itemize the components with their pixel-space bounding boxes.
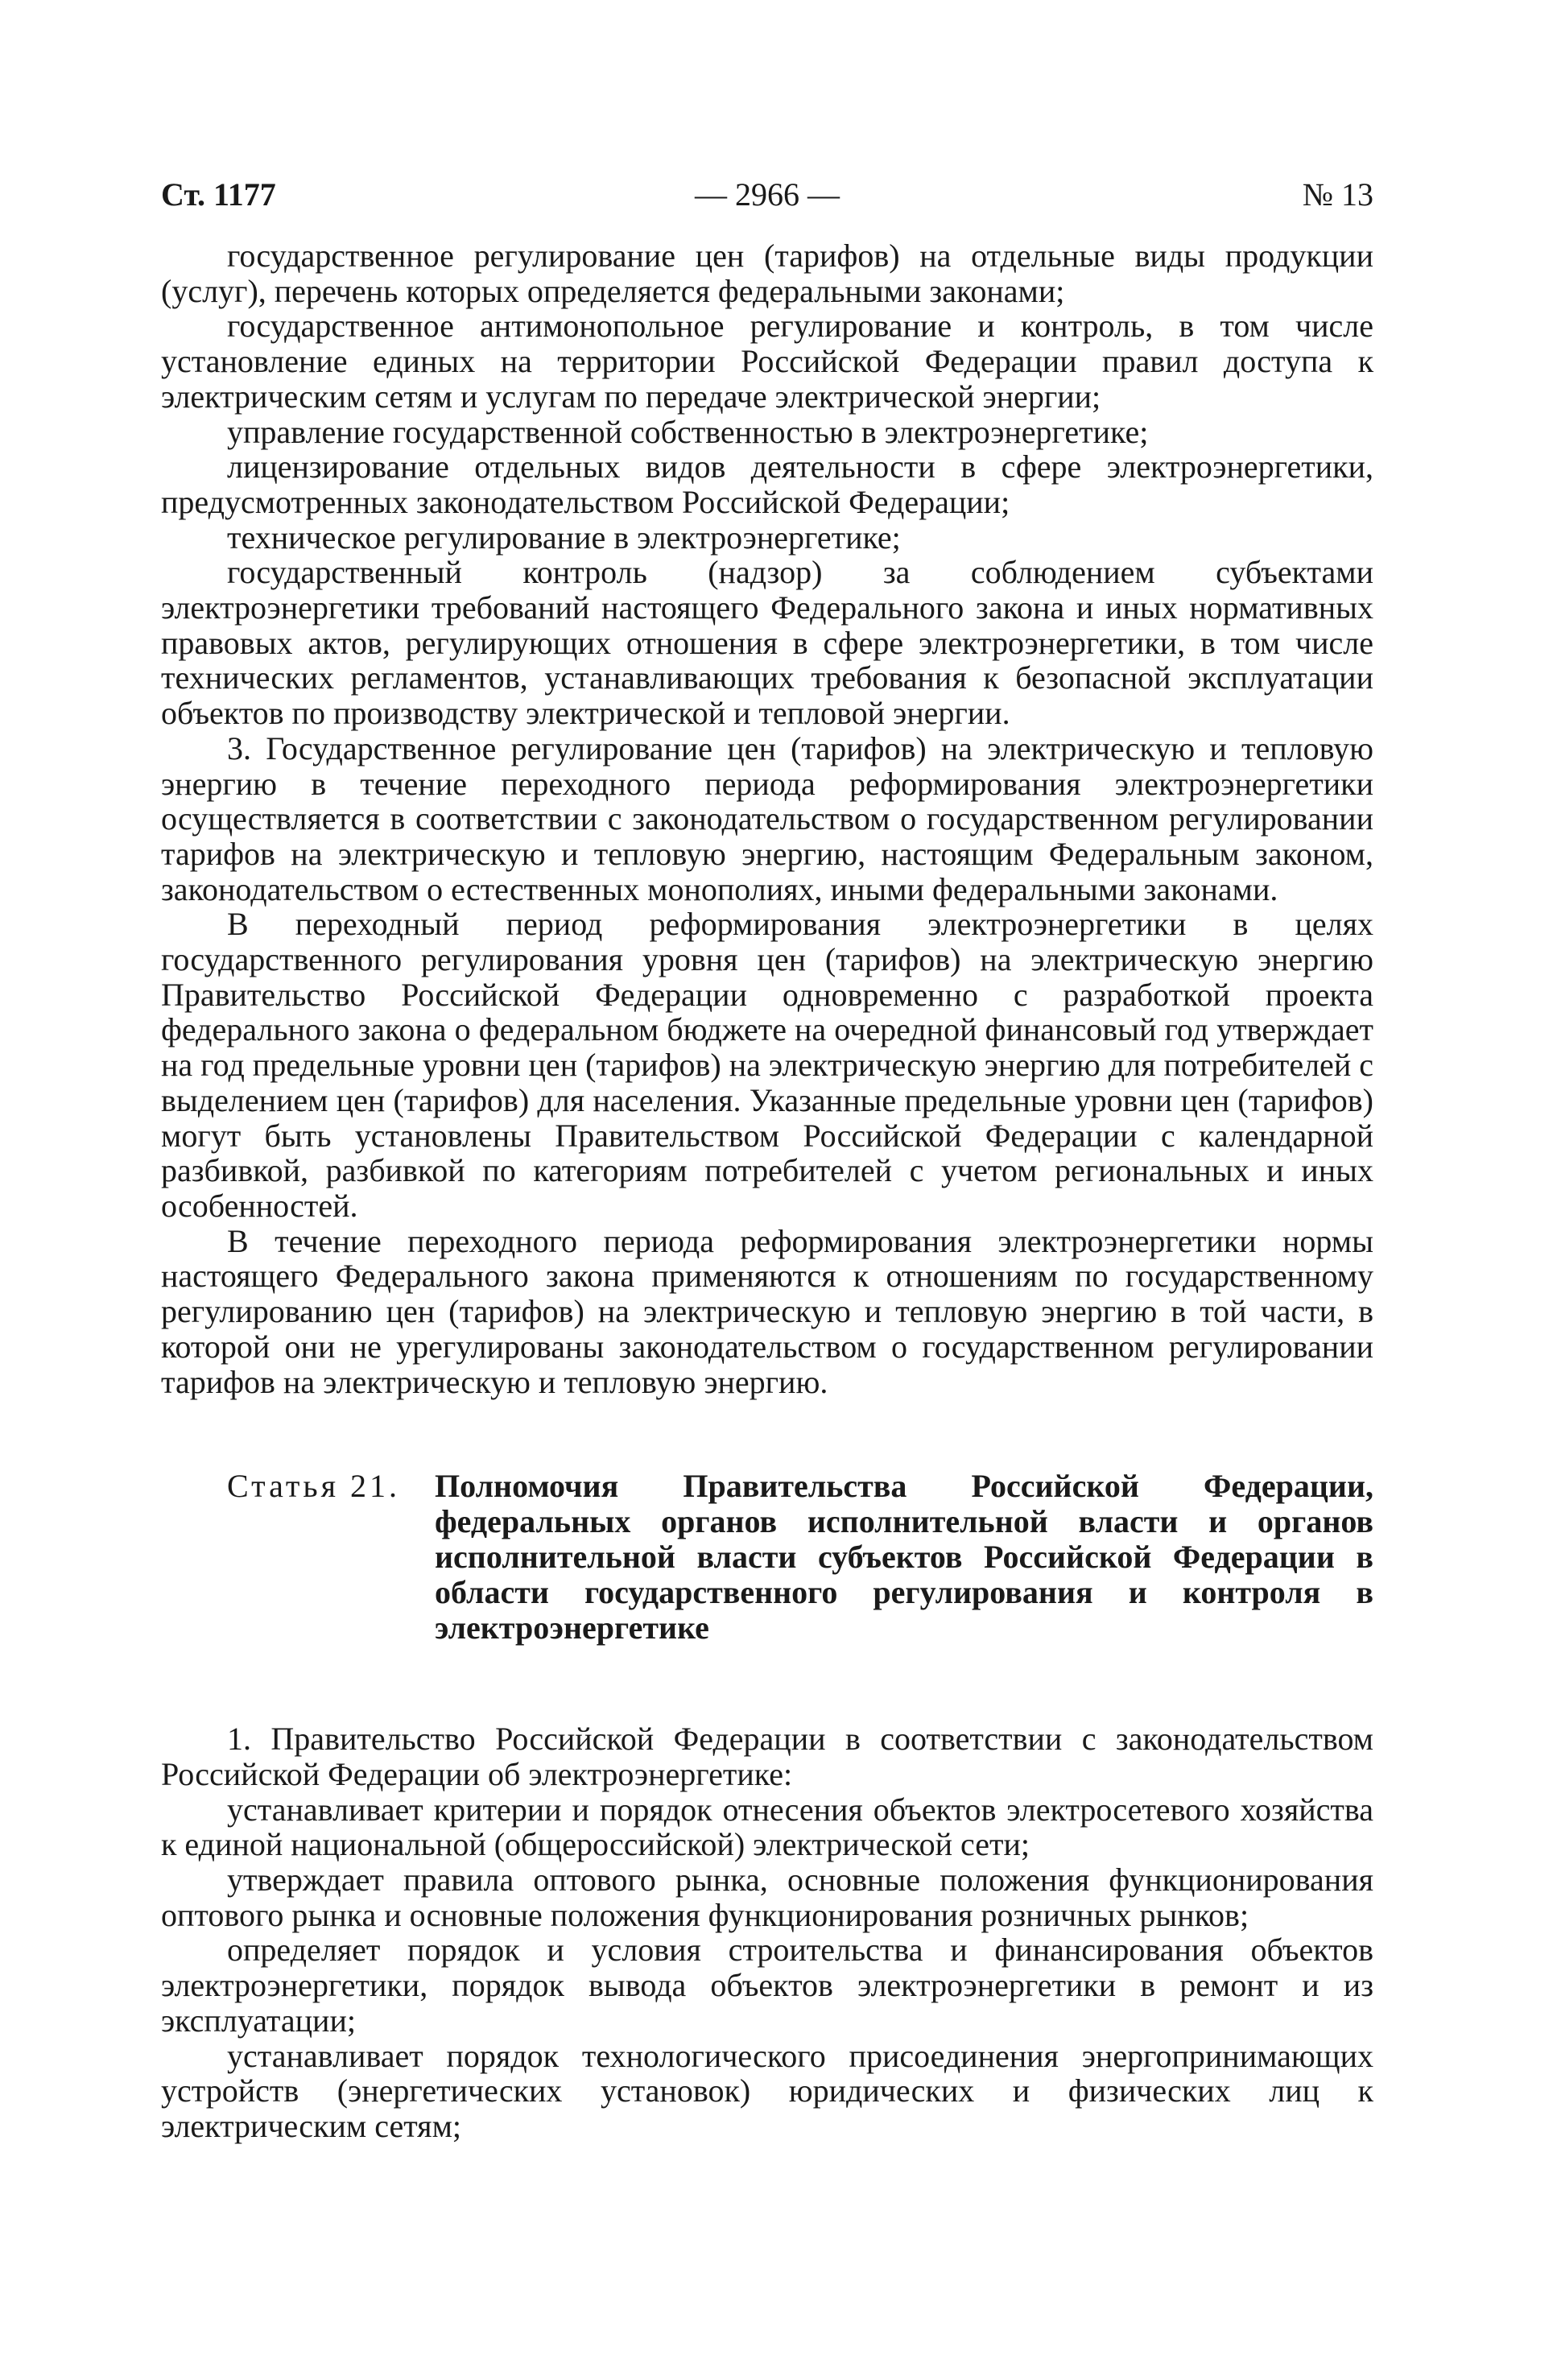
paragraph: лицензирование отдельных видов деятельности в сфере электроэнергетики, предусмотренных законодательством Российской Федерации; [161,448,1373,520]
paragraph: 3. Государственное регулирование цен (тарифов) на электрическую и тепловую энергию в течение переходного периода реформирования электроэнергетики осуществляется в соответствии с законодательством о государственном регулировании тарифов на электрическую и тепловую энергию, настоящим Федеральным законом, законодательством о естественных монополиях, иными федеральными законами. [161,729,1373,907]
article-heading [161,1469,1373,1681]
paragraph: В переходный период реформирования электроэнергетики в целях государственного регулирования уровня цен (тарифов) на электрическую энергию Правительство Российской Федерации одновременно с разработкой проекта федерального закона о федеральном бюджете на очередной финансовый год утверждает на год предельные уровни цен (тарифов) на электрическую энергию для потребителей с выделением цен (тарифов) для населения. Указанные предельные уровни цен (тарифов) могут быть установлены Правительством Российской Федерации с календарной разбивкой, разбивкой по категориям потребителей с учетом региональных и иных особенностей. [161,906,1373,1224]
paragraph: управление государственной собственностью в электроэнергетике; [227,413,1149,450]
page-header [161,176,1373,221]
paragraph: определяет порядок и условия строительства и финансирования объектов электроэнергетики, порядок вывода объектов электроэнергетики в ремонт и из эксплуатации; [161,1932,1373,2039]
article-label: Статья 21. [227,1468,400,1505]
paragraph: государственное антимонопольное регулирование и контроль, в том числе установление единых на территории Российской Федерации правил доступа к электрическим сетям и услугам по передаче электрической энергии; [161,308,1373,415]
paragraph: устанавливает критерии и порядок отнесения объектов электросетевого хозяйства к единой национальной (общероссийской) электрической сети; [161,1791,1373,1863]
article-title: Полномочия Правительства Российской Федерации, федеральных органов исполнительной власти и органов исполнительной власти субъектов Российской Федерации в области государственного регулирования и контроля в электроэнергетике [435,1468,1373,1647]
paragraph: государственный контроль (надзор) за соблюдением субъектами электроэнергетики требований настоящего Федерального закона и иных нормативных правовых актов, регулирующих отношения в сфере электроэнергетики, в том числе технических регламентов, устанавливающих требования к безопасной эксплуатации объектов по производству электрической и тепловой энергии. [161,554,1373,732]
article-reference: Ст. 1177 [161,176,276,213]
page-number: — 2966 — [695,176,840,213]
paragraph: утверждает правила оптового рынка, основные положения функционирования оптового рынка и основные положения функционирования розничных рынков; [161,1861,1373,1933]
paragraph: техническое регулирование в электроэнергетике; [227,519,901,556]
issue-number: № 13 [1302,176,1373,213]
paragraph: В течение переходного периода реформирования электроэнергетики нормы настоящего Федерального закона применяются к отношениям по государственному регулированию цен (тарифов) на электрическую и тепловую энергию в той части, в которой они не урегулированы законодательством о государственном регулировании тарифов на электрическую и тепловую энергию. [161,1222,1373,1400]
paragraph: государственное регулирование цен (тарифов) на отдельные виды продукции (услуг), перечень которых определяется федеральными законами; [161,238,1373,309]
paragraph: 1. Правительство Российской Федерации в соответствии с законодательством Российской Федерации об электроэнергетике: [161,1721,1373,1792]
document-body [161,238,1373,2144]
paragraph: устанавливает порядок технологического присоединения энергопринимающих устройств (энергетических установок) юридических и физических лиц к электрическим сетям; [161,2037,1373,2144]
